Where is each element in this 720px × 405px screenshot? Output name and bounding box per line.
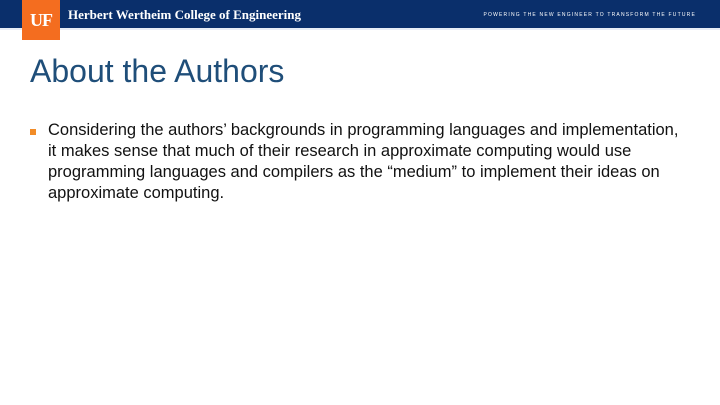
bullet-list	[30, 120, 680, 204]
uf-logo-text: UF	[30, 10, 52, 30]
bullet-item	[30, 120, 680, 204]
uf-logo	[22, 0, 60, 40]
tagline: POWERING THE NEW ENGINEER TO TRANSFORM THE FUTURE	[483, 12, 696, 18]
bullet-square-icon	[30, 129, 36, 135]
page-title: About the Authors	[30, 53, 285, 89]
header-accent-line	[0, 28, 720, 30]
bullet-text: Considering the authors’ backgrounds in programming languages and implementation, it makes sense that much of their research in approximate computing would use programming languages and compilers as the “medium” to implement their ideas on approximate computing.	[48, 121, 679, 202]
college-name: Herbert Wertheim College of Engineering	[68, 7, 301, 22]
